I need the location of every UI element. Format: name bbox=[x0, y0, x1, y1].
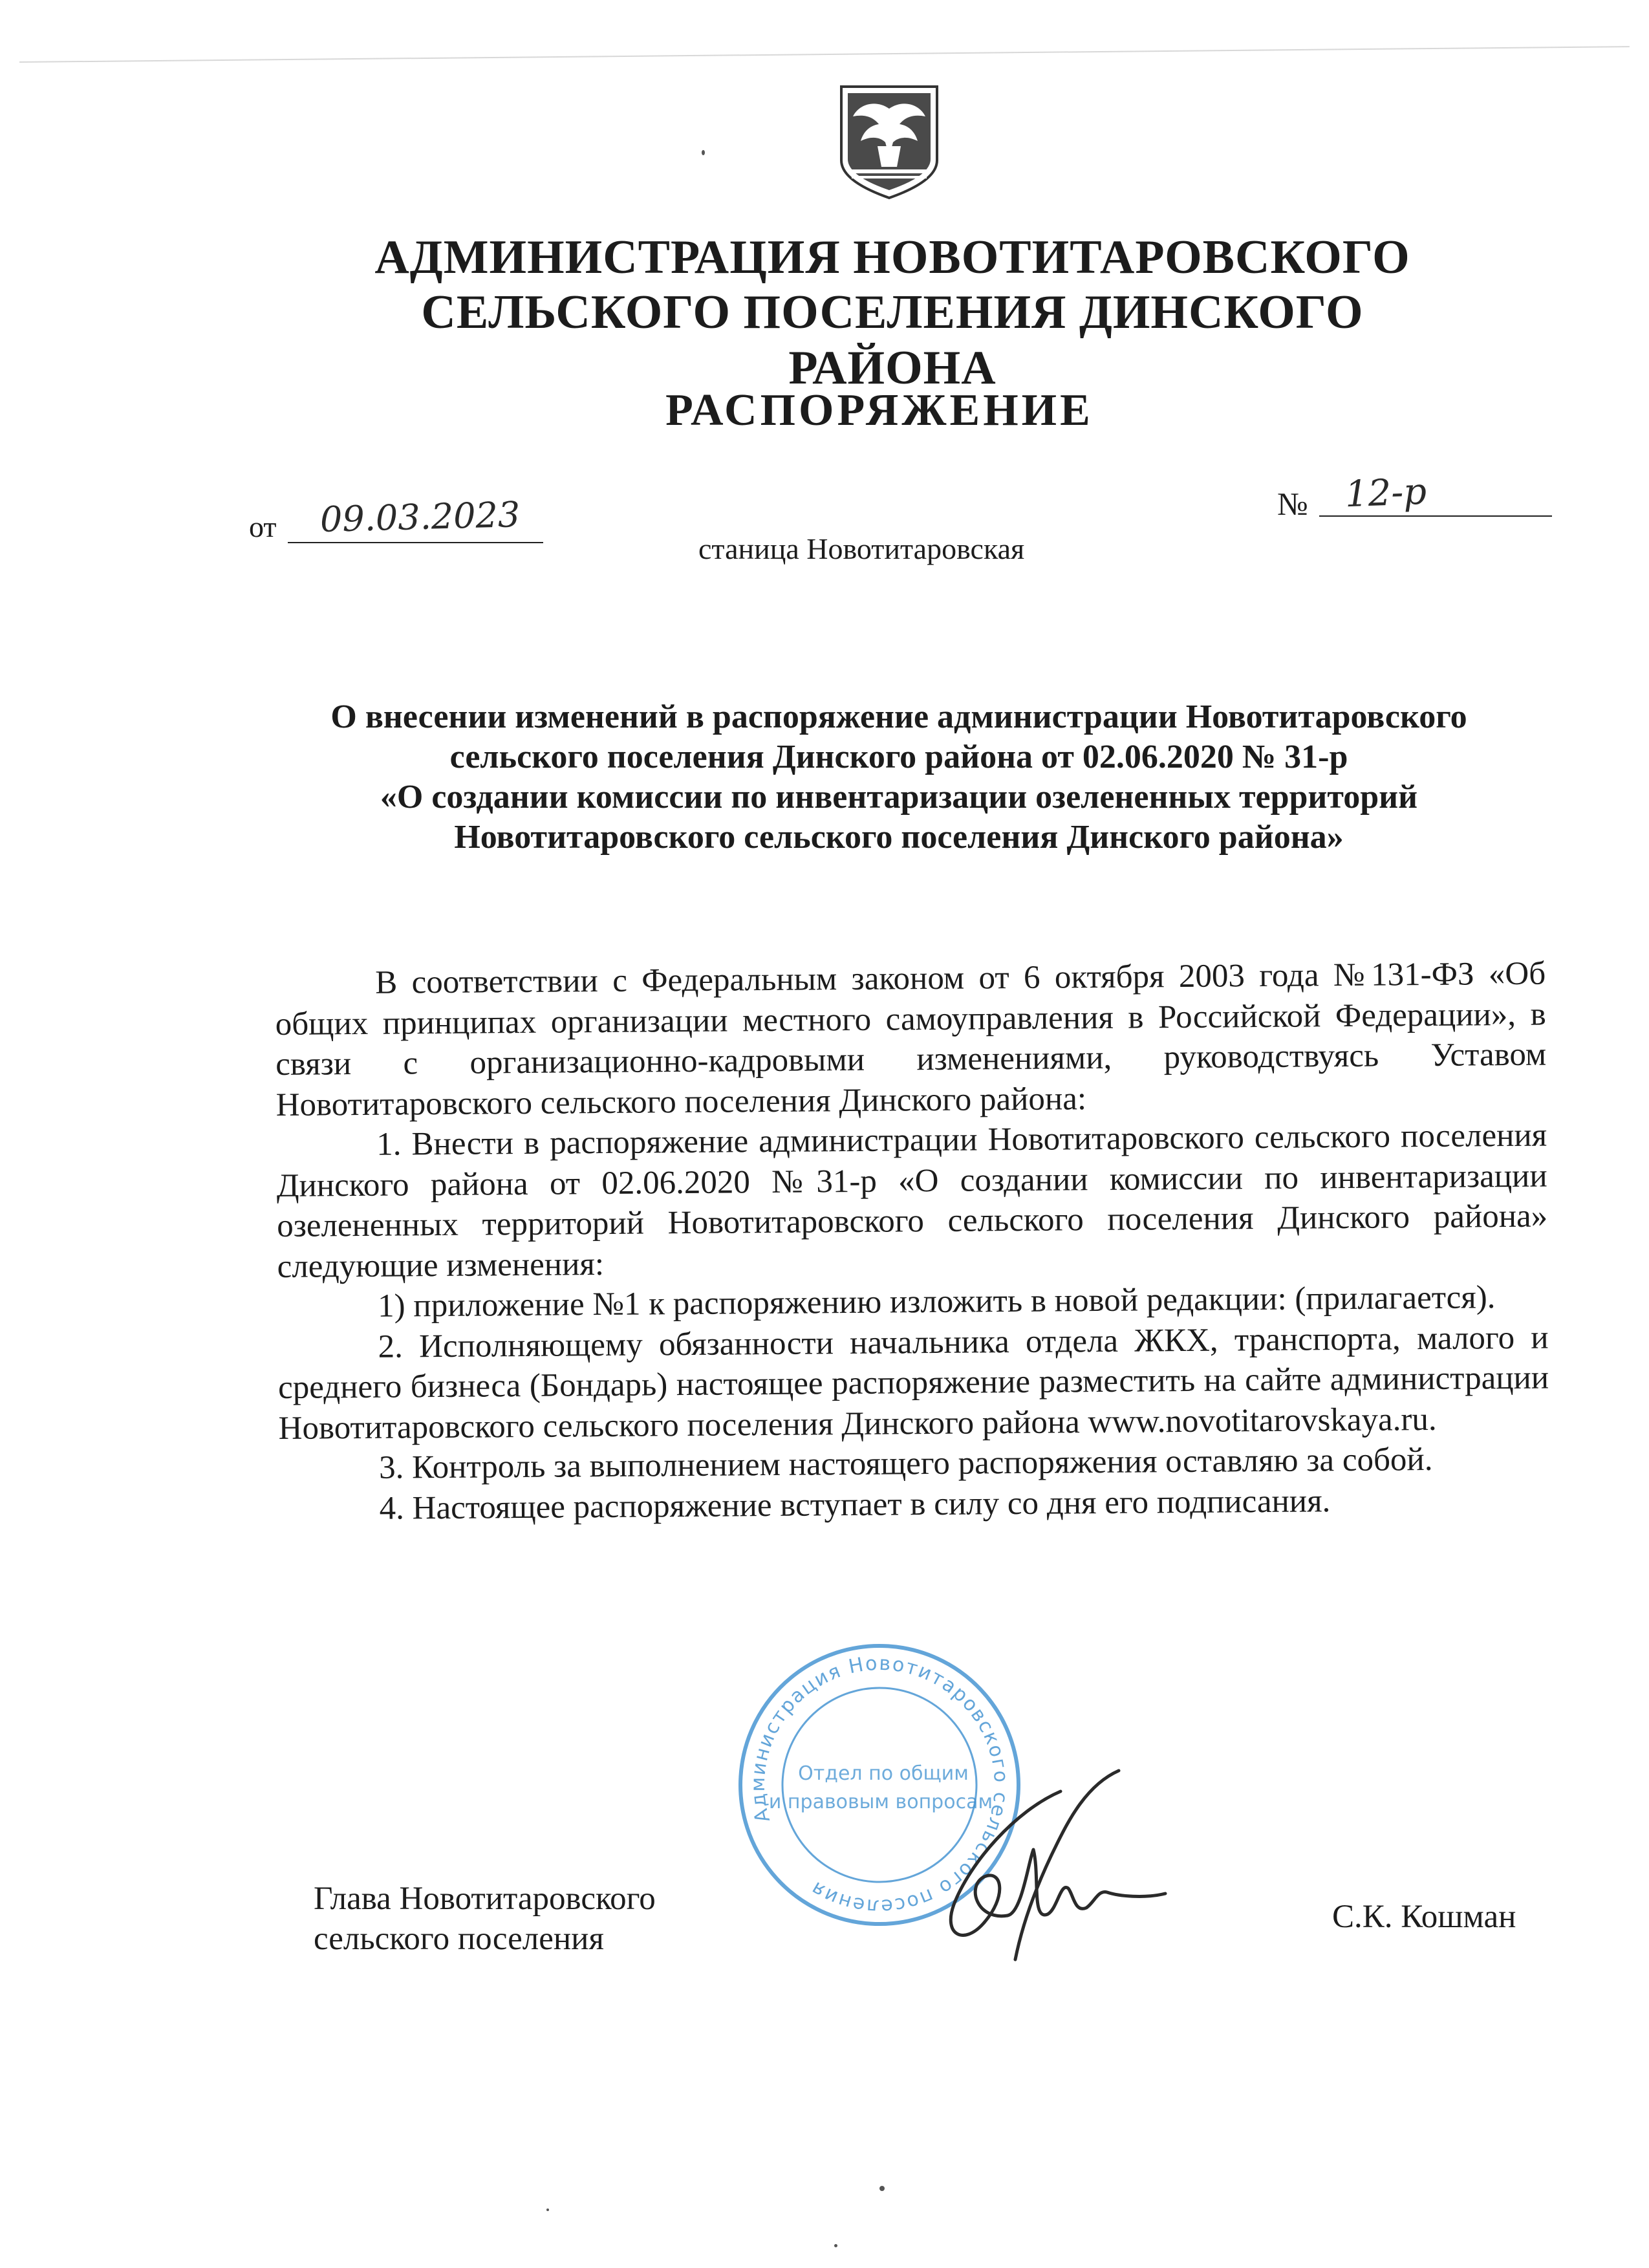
document-subject bbox=[259, 697, 1539, 858]
stamp-center-line2: и правовым вопросам bbox=[768, 1791, 993, 1813]
signatory-name: С.К. Кошман bbox=[1332, 1899, 1516, 1935]
number-underline bbox=[1319, 515, 1552, 517]
signatory-position-line: Глава Новотитаровского bbox=[314, 1881, 656, 1917]
body-item-3: 3. Контроль за выполнением настоящего распоряжения оставляю за собой. bbox=[378, 1441, 1433, 1486]
stamp-ring-text: Администрация Новотитаровского сельского поселения bbox=[746, 1652, 1013, 1918]
place-of-issue: станица Новотитаровская bbox=[698, 532, 1025, 565]
organization-name-line1: АДМИНИСТРАЦИЯ НОВОТИТАРОВСКОГО bbox=[374, 231, 1410, 284]
body-item-2: 2. Исполняющему обязанности начальника отдела ЖКХ, транспорта, малого и среднего бизнеса (Бондарь) настоящее распоряжение разместить на сайте администрации Новотитаровского сельского поселения Динского района www.novotitarovskaya.ru. bbox=[277, 1319, 1549, 1447]
signatory-position bbox=[314, 1879, 656, 1959]
scan-edge-line bbox=[19, 46, 1630, 63]
body-item-4: 4. Настоящее распоряжение вступает в силу со дня его подписания. bbox=[379, 1482, 1331, 1527]
body-item-1-1: 1) приложение №1 к распоряжению изложить в новой редакции: (прилагается). bbox=[377, 1279, 1496, 1324]
handwritten-signature bbox=[925, 1766, 1170, 1979]
subject-line: «О создании комиссии по инвентаризации озелененных территорий bbox=[380, 779, 1418, 815]
number-value-handwritten: 12-р bbox=[1344, 470, 1428, 516]
signatory-position-line: сельского поселения bbox=[314, 1921, 604, 1957]
body-intro-paragraph: В соответствии с Федеральным законом от 6 октября 2003 года №131-ФЗ «Об общих принципах организации местного самоуправления в Российской Федерации», в связи с организационно-кадровыми изменениями, руководствуясь Уставом Новотитаровского сельского поселения Динского района: bbox=[275, 955, 1547, 1123]
body-item-1: 1. Внести в распоряжение администрации Новотитаровского сельского поселения Динского района от 02.06.2020 №31-р «О создании комиссии по инвентаризации озелененных территорий Новотитаровского сельского поселения Динского района» следующие изменения: bbox=[276, 1117, 1548, 1285]
scan-speck bbox=[834, 2244, 837, 2247]
scan-speck bbox=[546, 2209, 549, 2211]
date-value-handwritten: 09.03.2023 bbox=[319, 493, 521, 541]
scan-speck bbox=[879, 2186, 885, 2191]
subject-line: Новотитаровского сельского поселения Динского района» bbox=[454, 819, 1344, 856]
date-underline bbox=[288, 542, 543, 543]
coat-of-arms-icon bbox=[837, 84, 941, 200]
stamp-center-line1: Отдел по общим bbox=[798, 1762, 969, 1785]
subject-line: сельского поселения Динского района от 02.06.2020 № 31-р bbox=[449, 739, 1348, 775]
organization-name-line2: СЕЛЬСКОГО ПОСЕЛЕНИЯ ДИНСКОГО РАЙОНА bbox=[421, 286, 1364, 394]
number-label: № bbox=[1277, 486, 1308, 522]
scan-speck bbox=[702, 150, 705, 155]
document-body bbox=[275, 954, 1550, 1529]
document-type-title: РАСПОРЯЖЕНИЕ bbox=[665, 385, 1094, 435]
subject-line: О внесении изменений в распоряжение администрации Новотитаровского bbox=[330, 698, 1467, 735]
date-label: от bbox=[249, 510, 277, 543]
